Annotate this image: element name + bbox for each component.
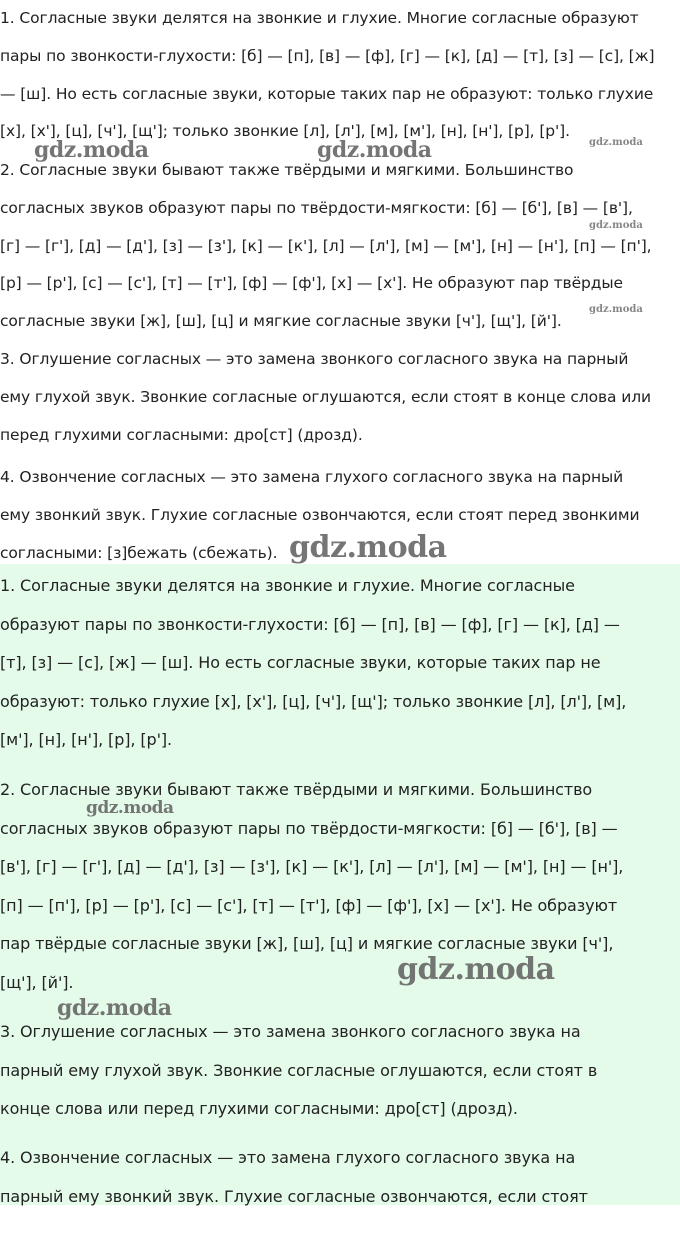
section-b-paragraph-4: 4. Озвончение согласных — это замена глухого согласного звука на парный ему звонкий звук. Глухие согласные озвончаются, если стоят	[0, 1148, 588, 1206]
watermark-logo: gdz.moda	[589, 220, 643, 231]
watermark-logo: gdz.moda	[289, 530, 447, 565]
section-a-paragraph-2: 2. Согласные звуки бывают также твёрдыми и мягкими. Большинство согласных звуков образуют пары по твёрдости-мягкости: [б] — [б'], [в] — [в'], [г] — [г'], [д] — [д'], [з] — [з'], [к] — [к'], [л] — [л'], [м] — [м'], [н] — [н'], [п] — [п'], [р] — [р'], [с] — [с'], [т] — [т'], [ф] — [ф'], [х] — [х']. Не образуют пар твёрдые согласные звуки [ж], [ш], [ц] и мягкие согласные звуки [ч'], [щ'], [й'].	[0, 161, 652, 331]
section-b-paragraph-1: 1. Согласные звуки делятся на звонкие и глухие. Многие согласные образуют пары по звонкости-глухости: [б] — [п], [в] — [ф], [г] — [к], [д] — [т], [з] — [с], [ж] — [ш]. Но есть согласные звуки, которые таких пар не образуют: только глухие [х], [х'], [ц], [ч'], [щ']; только звонкие [л], [л'], [м], [м'], [н], [н'], [р], [р'].	[0, 576, 627, 750]
section-a-paragraph-3: 3. Оглушение согласных — это замена звонкого согласного звука на парный ему глухой звук. Звонкие согласные оглушаются, если стоят в конце слова или перед глухими согласными: дро[ст] (дрозд).	[0, 350, 652, 444]
watermark-logo: gdz.moda	[34, 137, 149, 163]
watermark-logo: gdz.moda	[57, 995, 172, 1021]
section-b-paragraph-3: 3. Оглушение согласных — это замена звонкого согласного звука на парный ему глухой звук. Звонкие согласные оглушаются, если стоят в конце слова или перед глухими согласными: дро[ст] (дрозд).	[0, 1022, 598, 1119]
watermark-logo: gdz.moda	[317, 137, 432, 163]
section-a-paragraph-4: 4. Озвончение согласных — это замена глухого согласного звука на парный ему звонкий звук. Глухие согласные озвончаются, если стоят перед звонкими согласными: [з]бежать (сбежать).	[0, 468, 640, 562]
watermark-logo: gdz.moda	[589, 137, 643, 148]
watermark-logo: gdz.moda	[589, 304, 643, 315]
section-a-paragraph-1: 1. Согласные звуки делятся на звонкие и глухие. Многие согласные образуют пары по звонкости-глухости: [б] — [п], [в] — [ф], [г] — [к], [д] — [т], [з] — [с], [ж] — [ш]. Но есть согласные звуки, которые таких пар не образуют: только глухие [х], [х'], [ц], [ч'], [щ']; только звонкие [л], [л'], [м], [м'], [н], [н'], [р], [р'].	[0, 9, 655, 141]
watermark-logo: gdz.moda	[86, 798, 174, 818]
section-b-paragraph-2: 2. Согласные звуки бывают также твёрдыми и мягкими. Большинство согласных звуков образуют пары по твёрдости-мягкости: [б] — [б'], [в] — [в'], [г] — [г'], [д] — [д'], [з] — [з'], [к] — [к'], [л] — [л'], [м] — [м'], [н] — [н'], [п] — [п'], [р] — [р'], [с] — [с'], [т] — [т'], [ф] — [ф'], [х] — [х']. Не образуют пар твёрдые согласные звуки [ж], [ш], [ц] и мягкие согласные звуки [ч'], [щ'], [й'].	[0, 780, 624, 992]
watermark-logo: gdz.moda	[397, 952, 555, 987]
